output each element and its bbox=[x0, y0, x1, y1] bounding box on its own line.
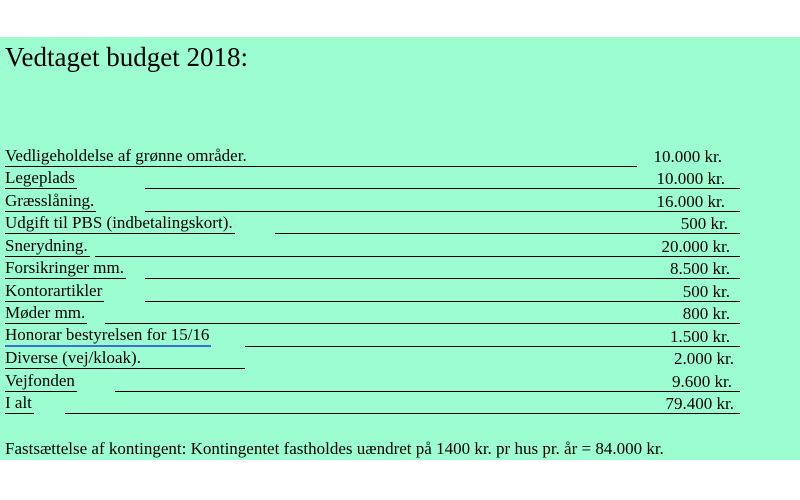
budget-row bbox=[5, 302, 740, 325]
row-amount: 9.600 kr. bbox=[672, 371, 732, 391]
budget-row bbox=[5, 234, 740, 257]
row-label: Græsslåning. bbox=[5, 190, 95, 210]
row-label: I alt bbox=[5, 393, 32, 412]
row-amount: 2.000 kr. bbox=[674, 349, 734, 368]
row-label: Legeplads bbox=[5, 168, 75, 187]
row-amount: 20.000 kr. bbox=[661, 236, 730, 256]
row-amount: 800 kr. bbox=[682, 304, 730, 323]
budget-row bbox=[5, 392, 740, 415]
budget-document bbox=[0, 37, 800, 460]
budget-row bbox=[5, 369, 740, 392]
budget-row bbox=[5, 347, 740, 370]
row-amount: 10.000 kr. bbox=[656, 169, 725, 188]
row-label: Kontorartikler bbox=[5, 280, 103, 300]
contingent-note: Fastsættelse af kontingent: Kontingentet fastholdes uændret på 1400 kr. pr hus pr. år = 84.000 kr. bbox=[5, 439, 664, 458]
row-label: Udgift til PBS (indbetalingskort). bbox=[5, 213, 233, 232]
row-label: Vejfonden bbox=[5, 370, 75, 390]
row-label: Forsikringer mm. bbox=[5, 258, 124, 277]
row-amount: 16.000 kr. bbox=[656, 191, 725, 211]
budget-row bbox=[5, 212, 740, 235]
budget-table bbox=[5, 144, 740, 414]
row-label: Honorar bestyrelsen for 15/16 bbox=[5, 325, 211, 347]
row-label: Diverse (vej/kloak). bbox=[5, 348, 141, 367]
row-label: Møder mm. bbox=[5, 303, 86, 322]
row-amount: 500 kr. bbox=[680, 214, 728, 233]
row-label: Snerydning. bbox=[5, 235, 88, 255]
budget-row bbox=[5, 279, 740, 302]
budget-row bbox=[5, 189, 740, 212]
row-amount: 1.500 kr. bbox=[670, 326, 730, 346]
row-amount: 500 kr. bbox=[682, 281, 730, 301]
row-rule bbox=[65, 413, 740, 414]
row-amount: 10.000 kr. bbox=[653, 146, 722, 166]
budget-row bbox=[5, 144, 740, 167]
row-amount: 8.500 kr. bbox=[670, 259, 730, 278]
row-label: Vedligeholdelse af grønne områder. bbox=[5, 145, 247, 165]
budget-row bbox=[5, 324, 740, 347]
budget-row bbox=[5, 257, 740, 280]
budget-row bbox=[5, 167, 740, 190]
document-title: Vedtaget budget 2018: bbox=[5, 42, 248, 72]
row-amount: 79.400 kr. bbox=[665, 394, 734, 413]
